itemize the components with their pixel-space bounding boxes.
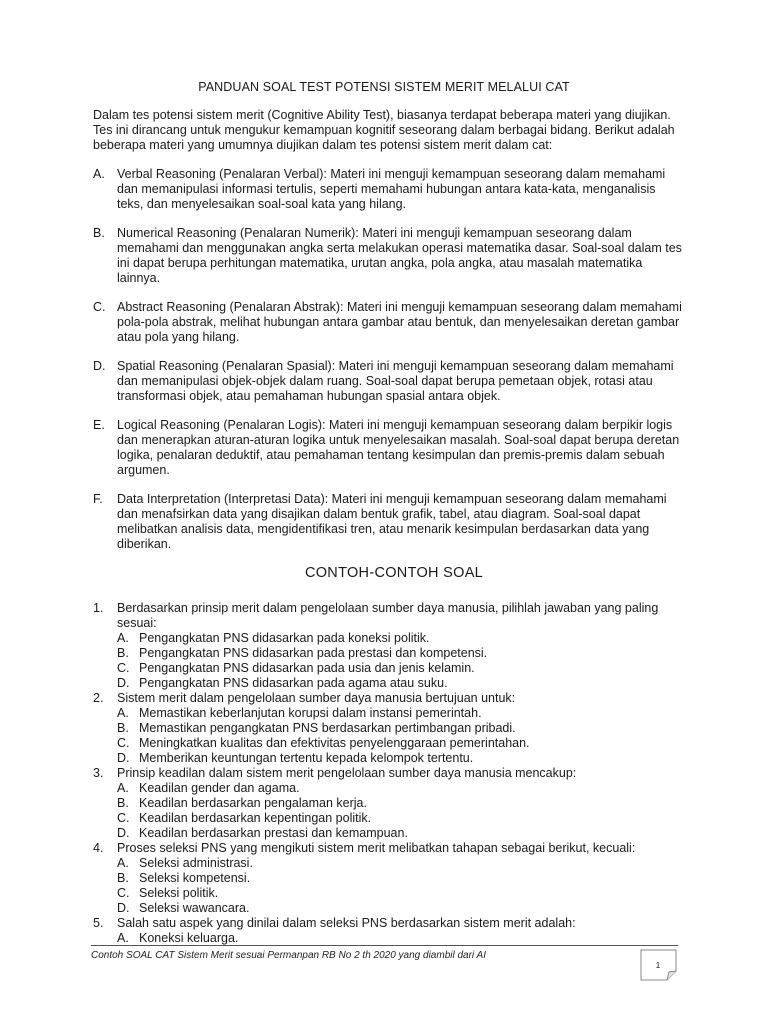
materi-letter: B. <box>93 226 105 240</box>
question-number: 2. <box>93 691 104 705</box>
question-row <box>93 601 683 631</box>
section-heading: CONTOH-CONTOH SOAL <box>304 565 484 581</box>
option-letter: C. <box>117 736 130 750</box>
materi-item <box>93 359 683 404</box>
materi-letter: D. <box>93 359 106 373</box>
materi-letter: C. <box>93 300 106 314</box>
answer-option <box>93 751 683 766</box>
materi-item <box>93 492 683 552</box>
materi-text: Spatial Reasoning (Penalaran Spasial): Materi ini menguji kemampuan seseorang dalam memahami dan memanipulasi objek-objek dalam ruang. Soal-soal dapat berupa pemetaan objek, rotasi atau transformasi objek, atau pemahaman hubungan spasial antara objek. <box>117 359 674 403</box>
answer-option <box>93 736 683 751</box>
option-letter: D. <box>117 751 130 765</box>
option-text: Meningkatkan kualitas dan efektivitas penyelenggaraan pemerintahan. <box>139 736 530 750</box>
answer-option <box>93 931 683 946</box>
answer-option <box>93 706 683 721</box>
option-text: Pengangkatan PNS didasarkan pada prestasi dan kompetensi. <box>139 646 488 660</box>
question-text: Sistem merit dalam pengelolaan sumber daya manusia bertujuan untuk: <box>117 691 516 705</box>
materi-item <box>93 167 683 212</box>
answer-option <box>93 826 683 841</box>
option-text: Seleksi kompetensi. <box>139 871 251 885</box>
materi-letter: F. <box>93 492 103 506</box>
answer-option <box>93 721 683 736</box>
question-text: Prinsip keadilan dalam sistem merit pengelolaan sumber daya manusia mencakup: <box>117 766 577 780</box>
option-text: Memastikan keberlanjutan korupsi dalam instansi pemerintah. <box>139 706 482 720</box>
question-number: 4. <box>93 841 104 855</box>
answer-option <box>93 631 683 646</box>
option-letter: A. <box>117 631 129 645</box>
materi-text: Data Interpretation (Interpretasi Data): Materi ini menguji kemampuan seseorang dalam memahami dan menafsirkan data yang disajikan dalam bentuk grafik, tabel, atau diagram. Soal-soal dapat melibatkan analisis data, mengidentifikasi tren, atau menarik kesimpulan berdasarkan data yang diberikan. <box>117 492 667 551</box>
option-text: Memberikan keuntungan tertentu kepada kelompok tertentu. <box>139 751 474 765</box>
question-text: Salah satu aspek yang dinilai dalam seleksi PNS berdasarkan sistem merit adalah: <box>117 916 576 930</box>
intro-text: Dalam tes potensi sistem merit (Cognitive Ability Test), biasanya terdapat beberapa materi yang diujikan. Tes ini dirancang untuk mengukur kemampuan kognitif seseorang dalam berbagai bidang. Berikut adalah beberapa materi yang umumnya diujikan dalam tes potensi sistem merit dalam cat: <box>93 108 675 152</box>
option-letter: B. <box>117 796 129 810</box>
document-title: PANDUAN SOAL TEST POTENSI SISTEM MERIT MELALUI CAT <box>198 80 570 94</box>
option-text: Keadilan berdasarkan prestasi dan kemampuan. <box>139 826 408 840</box>
option-letter: D. <box>117 826 130 840</box>
option-text: Keadilan berdasarkan pengalaman kerja. <box>139 796 367 810</box>
option-text: Pengangkatan PNS didasarkan pada agama atau suku. <box>139 676 448 690</box>
materi-item <box>93 300 683 345</box>
footer-divider <box>91 945 678 946</box>
materi-item <box>93 418 683 478</box>
question-row <box>93 916 683 931</box>
materi-list <box>93 167 683 566</box>
answer-option <box>93 646 683 661</box>
option-letter: C. <box>117 811 130 825</box>
question-text: Berdasarkan prinsip merit dalam pengelolaan sumber daya manusia, pilihlah jawaban yang paling sesuai: <box>117 601 659 630</box>
option-letter: D. <box>117 676 130 690</box>
footer-text: Contoh SOAL CAT Sistem Merit sesuai Permanpan RB No 2 th 2020 yang diambil dari AI <box>91 950 487 961</box>
option-text: Pengangkatan PNS didasarkan pada koneksi politik. <box>139 631 430 645</box>
answer-option <box>93 661 683 676</box>
option-letter: D. <box>117 901 130 915</box>
materi-letter: A. <box>93 167 105 181</box>
question-item <box>93 841 683 916</box>
option-text: Keadilan berdasarkan kepentingan politik. <box>139 811 372 825</box>
materi-text: Abstract Reasoning (Penalaran Abstrak): Materi ini menguji kemampuan seseorang dalam memahami pola-pola abstrak, melihat hubungan antara gambar atau bentuk, dan menyelesaikan deretan gambar atau pola yang hilang. <box>117 300 682 344</box>
answer-option <box>93 886 683 901</box>
option-letter: B. <box>117 721 129 735</box>
option-text: Pengangkatan PNS didasarkan pada usia dan jenis kelamin. <box>139 661 475 675</box>
option-text: Seleksi wawancara. <box>139 901 250 915</box>
option-text: Memastikan pengangkatan PNS berdasarkan pertimbangan pribadi. <box>139 721 516 735</box>
question-number: 1. <box>93 601 104 615</box>
answer-option <box>93 781 683 796</box>
answer-option <box>93 676 683 691</box>
page-number-box <box>640 949 678 981</box>
question-item <box>93 691 683 766</box>
option-letter: C. <box>117 886 130 900</box>
option-letter: A. <box>117 781 129 795</box>
question-row <box>93 691 683 706</box>
question-item <box>93 766 683 841</box>
option-letter: A. <box>117 856 129 870</box>
option-letter: B. <box>117 646 129 660</box>
answer-option <box>93 871 683 886</box>
materi-text: Logical Reasoning (Penalaran Logis): Materi ini menguji kemampuan seseorang dalam berpikir logis dan menerapkan aturan-aturan logika untuk menyelesaikan masalah. Soal-soal dapat berupa deretan logika, penalaran deduktif, atau pemahaman tentang kesimpulan dan premis-premis dalam sebuah argumen. <box>117 418 680 477</box>
materi-text: Verbal Reasoning (Penalaran Verbal): Materi ini menguji kemampuan seseorang dalam memahami dan memanipulasi informasi tertulis, seperti memahami hubungan antara kata-kata, menganalisis teks, dan menyelesaikan soal-soal kata yang hilang. <box>117 167 666 211</box>
question-item <box>93 916 683 946</box>
question-list <box>93 601 683 946</box>
option-letter: A. <box>117 931 129 945</box>
answer-option <box>93 901 683 916</box>
answer-option <box>93 856 683 871</box>
option-text: Koneksi keluarga. <box>139 931 239 945</box>
materi-item <box>93 226 683 286</box>
question-number: 5. <box>93 916 104 930</box>
question-number: 3. <box>93 766 104 780</box>
option-text: Seleksi politik. <box>139 886 219 900</box>
intro-paragraph <box>93 108 683 153</box>
answer-option <box>93 811 683 826</box>
question-row <box>93 766 683 781</box>
option-letter: A. <box>117 706 129 720</box>
answer-option <box>93 796 683 811</box>
question-row <box>93 841 683 856</box>
option-letter: B. <box>117 871 129 885</box>
option-text: Seleksi administrasi. <box>139 856 253 870</box>
materi-text: Numerical Reasoning (Penalaran Numerik): Materi ini menguji kemampuan seseorang dalam memahami dan menggunakan angka serta melakukan operasi matematika dasar. Soal-soal dalam tes ini dapat berupa perhitungan matematika, urutan angka, pola angka, atau masalah matematika lainnya. <box>117 226 682 285</box>
page-number: 1 <box>655 961 661 970</box>
question-text: Proses seleksi PNS yang mengikuti sistem merit melibatkan tahapan sebagai berikut, kecuali: <box>117 841 636 855</box>
materi-letter: E. <box>93 418 105 432</box>
question-item <box>93 601 683 691</box>
option-letter: C. <box>117 661 130 675</box>
option-text: Keadilan gender dan agama. <box>139 781 300 795</box>
